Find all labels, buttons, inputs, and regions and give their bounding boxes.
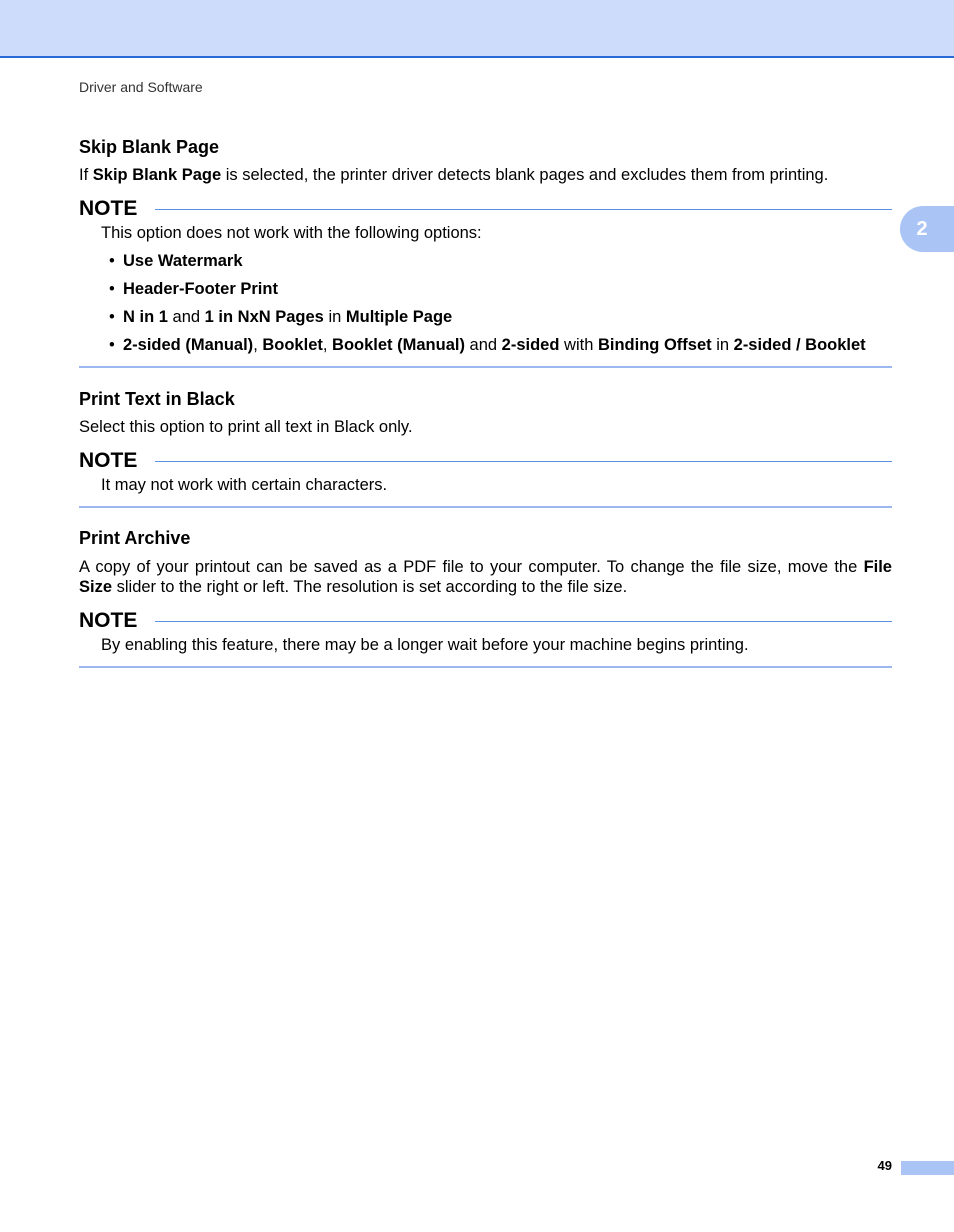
note-header	[79, 609, 892, 633]
section-title: Print Archive	[79, 528, 191, 548]
note-end-rule	[79, 506, 892, 508]
note-text: It may not work with certain characters.	[101, 476, 388, 494]
note-rule	[155, 209, 892, 210]
note-label: NOTE	[79, 197, 138, 220]
note-label: NOTE	[79, 609, 138, 632]
note-end-rule	[79, 666, 892, 668]
section-print-archive	[79, 528, 892, 655]
section-title: Skip Blank Page	[79, 137, 220, 157]
bullet-item: • 2-sided (Manual), Booklet, Booklet (Manual) and 2-sided with Binding Offset in 2-sided / Booklet	[109, 335, 892, 355]
page-number-bar	[901, 1161, 954, 1175]
bullet-item: • Header-Footer Print	[109, 279, 892, 299]
running-header: Driver and Software	[79, 79, 203, 95]
note-header	[79, 197, 892, 221]
section-body: If Skip Blank Page is selected, the printer driver detects blank pages and excludes them from printing.	[79, 166, 829, 184]
bullet-item: • N in 1 and 1 in NxN Pages in Multiple Page	[109, 307, 892, 327]
note-rule	[155, 461, 892, 462]
note-label: NOTE	[79, 449, 138, 472]
page-number: 49	[877, 1158, 892, 1173]
header-band	[0, 0, 954, 58]
note-body	[79, 223, 892, 243]
note-text: By enabling this feature, there may be a longer wait before your machine begins printing.	[101, 636, 749, 654]
note-bullet-list	[79, 251, 892, 355]
note-rule	[155, 621, 892, 622]
section-print-text-in-black	[79, 389, 892, 495]
note-header	[79, 449, 892, 473]
note-body	[79, 635, 892, 655]
section-body: Select this option to print all text in Black only.	[79, 418, 413, 436]
note-intro: This option does not work with the following options:	[101, 224, 482, 242]
section-title: Print Text in Black	[79, 389, 235, 409]
note-end-rule	[79, 366, 892, 368]
note-body	[79, 475, 892, 495]
section-skip-blank-page	[79, 137, 892, 363]
bullet-item: • Use Watermark	[109, 251, 892, 271]
section-body: A copy of your printout can be saved as a PDF file to your computer. To change the file size, move the File Size slider to the right or left. The resolution is set according to the file size.	[79, 558, 892, 596]
chapter-tab: 2	[900, 206, 954, 252]
